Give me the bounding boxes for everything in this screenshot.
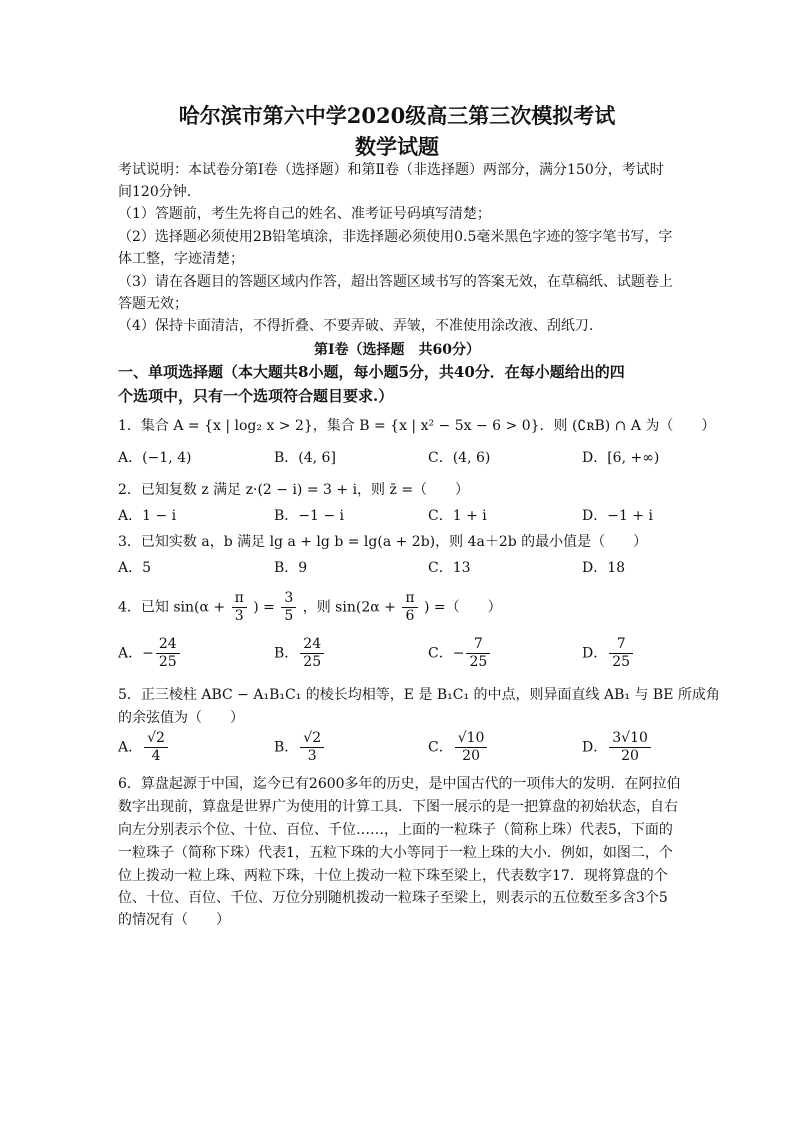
question-5-stem: 的余弦值为（ ）	[118, 710, 244, 726]
option-label: B．	[274, 645, 299, 662]
numerator: 24	[300, 636, 324, 654]
question-6-stem: 数字出现前，算盘是世界广为使用的计算工具．下图一展示的是一把算盘的初始状态，自右	[118, 799, 678, 815]
option-label: C．−	[428, 645, 465, 662]
q4-stem-part: 4．已知 sin(α +	[118, 599, 226, 616]
fraction	[402, 590, 417, 625]
numerator: 3	[281, 590, 296, 608]
question-5-stem: 5．正三棱柱 ABC − A₁B₁C₁ 的棱长均相等，E 是 B₁C₁ 的中点，则异面直线 AB₁ 与 BE 所成角	[118, 687, 720, 703]
exam-subtitle: 数学试题	[355, 134, 439, 159]
q1-option-a: A．(−1, 4)	[118, 450, 192, 466]
question-4-stem	[118, 590, 502, 625]
numerator: √10	[455, 730, 488, 748]
fraction	[609, 730, 651, 765]
fraction	[300, 730, 324, 765]
instruction-line: 间120分钟.	[118, 184, 192, 200]
denominator: 20	[462, 748, 480, 764]
numerator: π	[402, 590, 417, 608]
section-title: 第Ⅰ卷（选择题 共60分）	[313, 342, 481, 358]
fraction	[232, 590, 247, 625]
q4-stem-part: ) =	[253, 599, 275, 616]
q4-option-c	[428, 636, 492, 671]
question-6-stem: 向左分别表示个位、十位、百位、千位……，上面的一粒珠子（简称上珠）代表5，下面的	[118, 822, 673, 838]
question-2-stem: 2．已知复数 z 满足 z·(2 − i) = 3 + i，则 z̄ =（ ）	[118, 482, 470, 498]
q4-option-b	[274, 636, 326, 671]
denominator: 25	[469, 654, 488, 670]
option-label: B．	[274, 739, 299, 756]
section-heading: 个选项中，只有一个选项符合题目要求.）	[118, 387, 394, 405]
question-6-stem: 位、十位、百位、千位、万位分别随机拨动一粒珠子至梁上，则表示的五位数至多含3个5	[118, 890, 668, 906]
option-label: C．	[428, 739, 453, 756]
fraction	[300, 636, 324, 671]
q1-option-d: D．[6, +∞)	[582, 450, 660, 466]
q2-option-b: B．−1 − i	[274, 508, 345, 524]
question-1-stem: 1．集合 A = {x | log₂ x > 2}，集合 B = {x | x² − 5x − 6 > 0}．则 (∁ʀB) ∩ A 为（ ）	[118, 418, 716, 434]
numerator: 7	[466, 636, 490, 654]
section-heading: 一、单项选择题（本大题共8小题，每小题5分，共40分．在每小题给出的四	[118, 363, 625, 381]
instruction-line: （4）保持卡面清洁，不得折叠、不要弄破、弄皱，不准使用涂改液、刮纸刀.	[118, 318, 594, 334]
numerator: 3√10	[609, 730, 651, 748]
instruction-line: （2）选择题必须使用2B铅笔填涂，非选择题必须使用0.5毫米黑色字迹的签字笔书写，字	[118, 229, 673, 245]
option-label: A．−	[118, 645, 154, 662]
q4-stem-part: ，则 sin(2α +	[302, 599, 396, 616]
denominator: 4	[151, 748, 161, 764]
denominator: 25	[612, 654, 631, 670]
q5-option-b	[274, 730, 326, 765]
fraction	[455, 730, 488, 765]
fraction	[156, 636, 180, 671]
q4-option-d	[582, 636, 635, 671]
instruction-line: （1）答题前，考生先将自己的姓名、准考证号码填写清楚；	[118, 206, 491, 222]
option-label: A．	[118, 739, 143, 756]
numerator: √2	[144, 730, 168, 748]
instruction-line: 体工整，字迹清楚；	[118, 251, 244, 267]
numerator: π	[232, 590, 247, 608]
denominator: 20	[621, 748, 639, 764]
option-label: D．	[582, 645, 608, 662]
exam-title: 哈尔滨市第六中学2020级高三第三次模拟考试	[178, 103, 616, 128]
denominator: 3	[307, 748, 317, 764]
q5-option-a	[118, 730, 170, 765]
question-3-stem: 3．已知实数 a，b 满足 lg a + lg b = lg(a + 2b)，则 4a＋2b 的最小值是（ ）	[118, 534, 648, 550]
q2-option-c: C．1 + i	[428, 508, 487, 524]
q5-option-d	[582, 730, 653, 765]
question-6-stem: 的情况有（ ）	[118, 912, 230, 928]
question-6-stem: 一粒珠子（简称下珠）代表1，五粒下珠的大小等同于一粒上珠的大小．例如，如图二，个	[118, 845, 673, 861]
q5-option-c	[428, 730, 489, 765]
denominator: 6	[405, 608, 415, 624]
q1-option-b: B．(4, 6]	[274, 450, 336, 466]
fraction	[466, 636, 490, 671]
question-6-stem: 位上拨动一粒上珠、两粒下珠，十位上拨动一粒下珠至梁上，代表数字17．现将算盘的个	[118, 868, 668, 884]
q3-option-a: A．5	[118, 560, 152, 576]
q2-option-d: D．−1 + i	[582, 508, 653, 524]
q4-stem-part: ) =（ ）	[423, 599, 502, 616]
numerator: √2	[300, 730, 324, 748]
fraction	[144, 730, 168, 765]
option-label: D．	[582, 739, 608, 756]
q3-option-b: B．9	[274, 560, 308, 576]
denominator: 3	[234, 608, 244, 624]
q3-option-d: D．18	[582, 560, 626, 576]
q3-option-c: C．13	[428, 560, 471, 576]
denominator: 25	[158, 654, 177, 670]
q2-option-a: A．1 − i	[118, 508, 177, 524]
denominator: 5	[284, 608, 294, 624]
denominator: 25	[303, 654, 322, 670]
fraction	[609, 636, 633, 671]
q1-option-c: C．(4, 6)	[428, 450, 491, 466]
q4-option-a	[118, 636, 182, 671]
question-6-stem: 6．算盘起源于中国，迄今已有2600多年的历史，是中国古代的一项伟大的发明．在阿拉伯	[118, 776, 681, 792]
instruction-line: 考试说明：本试卷分第Ⅰ卷（选择题）和第Ⅱ卷（非选择题）两部分，满分150分，考试时	[118, 162, 664, 178]
numerator: 24	[156, 636, 180, 654]
instruction-line: 答题无效；	[118, 296, 188, 312]
instruction-line: （3）请在各题目的答题区域内作答，超出答题区域书写的答案无效，在草稿纸、试题卷上	[118, 274, 673, 290]
numerator: 7	[609, 636, 633, 654]
fraction	[281, 590, 296, 625]
